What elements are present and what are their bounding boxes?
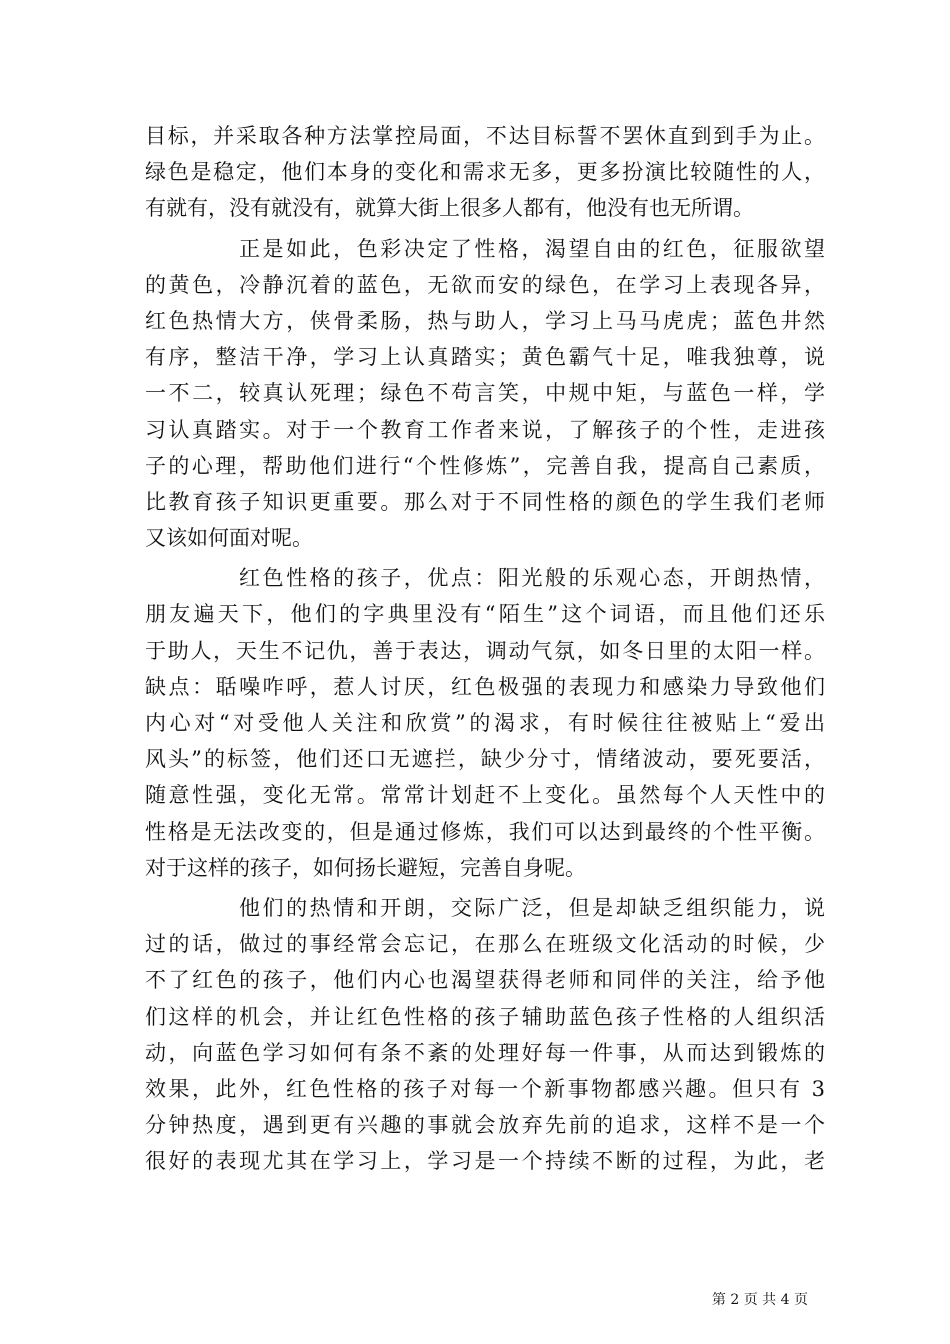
text-line: 习认真踏实。对于一个教育工作者来说，了解孩子的个性，走进孩 bbox=[145, 417, 825, 442]
text-line: 效果，此外，红色性格的孩子对每一个新事物都感兴趣。但只有 3 bbox=[145, 1076, 825, 1101]
text-line: 风头”的标签，他们还口无遮拦，缺少分寸，情绪波动，要死要活， bbox=[145, 747, 825, 772]
text-line: 于助人，天生不记仇，善于表达，调动气氛，如冬日里的太阳一样。 bbox=[145, 638, 825, 663]
paragraph-3 bbox=[145, 560, 825, 886]
text-line: 的黄色，冷静沉着的蓝色，无欲而安的绿色，在学习上表现各异， bbox=[145, 272, 825, 297]
body-text bbox=[145, 118, 825, 1179]
text-line: 动，向蓝色学习如何有条不紊的处理好每一件事，从而达到锻炼的 bbox=[145, 1040, 825, 1065]
text-line: 有就有，没有就没有，就算大街上很多人都有，他没有也无所谓。 bbox=[145, 196, 754, 221]
text-line: 很好的表现尤其在学习上，学习是一个持续不断的过程，为此，老 bbox=[145, 1149, 825, 1174]
text-line: 比教育孩子知识更重要。那么对于不同性格的颜色的学生我们老师 bbox=[145, 489, 825, 514]
text-line: 分钟热度，遇到更有兴趣的事就会放弃先前的追求，这样不是一个 bbox=[145, 1113, 825, 1138]
text-line: 绿色是稳定，他们本身的变化和需求无多，更多扮演比较随性的人， bbox=[145, 160, 825, 185]
text-line: 随意性强，变化无常。常常计划赶不上变化。虽然每个人天性中的 bbox=[145, 783, 825, 808]
text-line: 正是如此，色彩决定了性格，渴望自由的红色，征服欲望 bbox=[239, 236, 825, 261]
text-line: 缺点：聒噪咋呼，惹人讨厌，红色极强的表现力和感染力导致他们 bbox=[145, 674, 825, 699]
page-number-footer: 第 2 页 共 4 页 bbox=[711, 1292, 808, 1308]
paragraph-2 bbox=[145, 231, 825, 557]
text-line: 内心对“对受他人关注和欣赏”的渴求，有时候往往被贴上“爱出 bbox=[145, 711, 825, 735]
text-line: 性格是无法改变的，但是通过修炼，我们可以达到最终的个性平衡。 bbox=[145, 819, 825, 844]
text-line: 红色性格的孩子，优点：阳光般的乐观心态，开朗热情， bbox=[239, 566, 825, 591]
paragraph-4 bbox=[145, 890, 825, 1180]
text-line: 他们的热情和开朗，交际广泛，但是却缺乏组织能力，说 bbox=[239, 895, 825, 920]
text-line: 对于这样的孩子，如何扬长避短，完善自身呢。 bbox=[145, 855, 586, 880]
text-line: 不了红色的孩子，他们内心也渴望获得老师和同伴的关注，给予他 bbox=[145, 968, 825, 993]
text-line: 们这样的机会，并让红色性格的孩子辅助蓝色孩子性格的人组织活 bbox=[145, 1004, 825, 1029]
text-line: 一不二，较真认死理；绿色不苟言笑，中规中矩，与蓝色一样，学 bbox=[145, 381, 825, 406]
text-line: 有序，整洁干净，学习上认真踏实；黄色霸气十足，唯我独尊，说 bbox=[145, 345, 825, 370]
text-line: 子的心理，帮助他们进行“个性修炼”，完善自我，提高自己素质， bbox=[145, 453, 825, 478]
text-line: 目标，并采取各种方法掌控局面，不达目标誓不罢休直到到手为止。 bbox=[145, 124, 825, 148]
text-line: 又该如何面对呢。 bbox=[145, 526, 313, 551]
text-line: 红色热情大方，侠骨柔肠，热与助人，学习上马马虎虎；蓝色井然 bbox=[145, 308, 825, 333]
paragraph-1 bbox=[145, 118, 825, 227]
text-line: 过的话，做过的事经常会忘记，在那么在班级文化活动的时候，少 bbox=[145, 932, 825, 957]
text-line: 朋友遍天下，他们的字典里没有“陌生”这个词语，而且他们还乐 bbox=[145, 602, 825, 627]
